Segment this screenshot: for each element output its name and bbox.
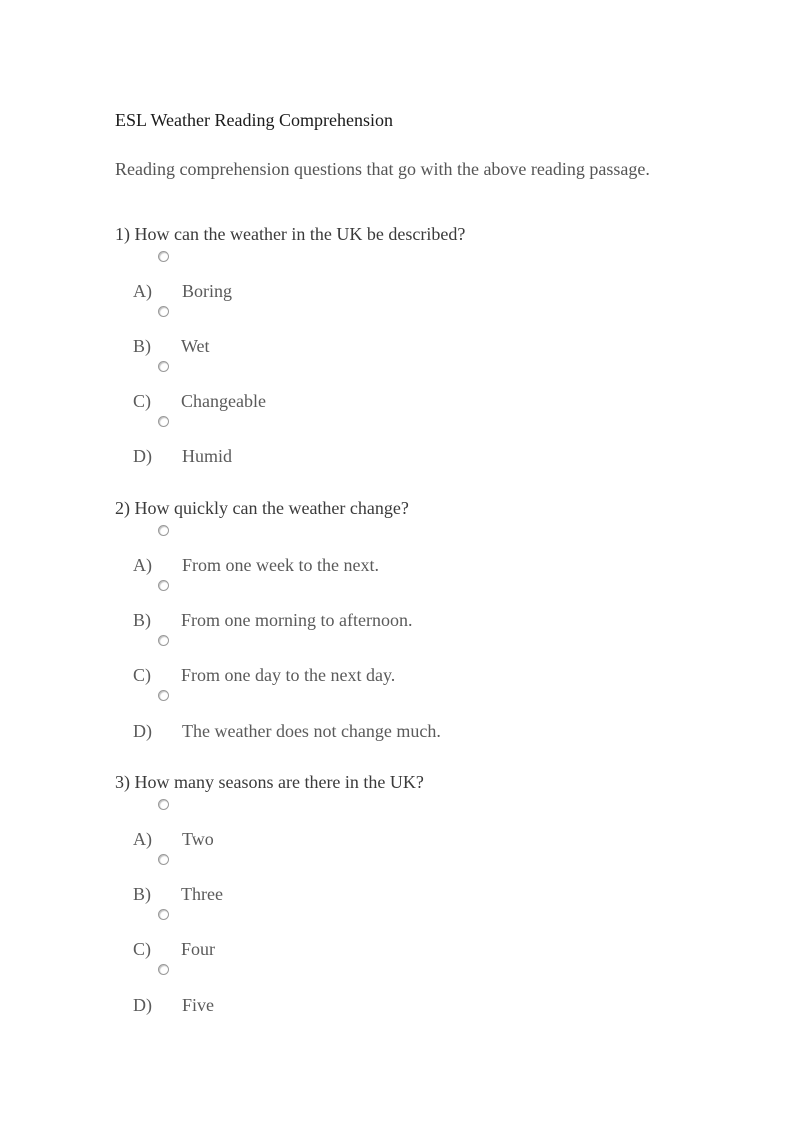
option-text-q2-d: The weather does not change much.	[182, 721, 441, 741]
option-text-q1-a: Boring	[182, 281, 233, 301]
option-text-q3-b: Three	[181, 884, 223, 904]
option-letter-q2-a: A)	[133, 555, 152, 575]
radio-q2-c[interactable]	[158, 635, 169, 646]
radio-q2-d[interactable]	[158, 690, 169, 701]
option-letter-q3-b: B)	[133, 884, 151, 904]
option-text-q1-d: Humid	[182, 446, 233, 466]
option-letter-q2-c: C)	[133, 665, 151, 685]
option-letter-q3-a: A)	[133, 829, 152, 849]
radio-q1-a[interactable]	[158, 251, 169, 262]
option-text-q3-c: Four	[181, 939, 216, 959]
option-text-q2-b: From one morning to afternoon.	[181, 610, 413, 630]
question-3: 3) How many seasons are there in the UK?	[115, 772, 424, 792]
option-text-q1-c: Changeable	[181, 391, 266, 411]
radio-q1-d[interactable]	[158, 416, 169, 427]
option-letter-q2-d: D)	[133, 721, 152, 741]
question-1: 1) How can the weather in the UK be described?	[115, 224, 466, 244]
option-text-q2-c: From one day to the next day.	[181, 665, 396, 685]
option-letter-q3-d: D)	[133, 995, 152, 1015]
option-text-q2-a: From one week to the next.	[182, 555, 379, 575]
option-letter-q1-d: D)	[133, 446, 152, 466]
radio-q3-a[interactable]	[158, 799, 169, 810]
option-text-q3-d: Five	[182, 995, 215, 1015]
radio-q1-b[interactable]	[158, 306, 169, 317]
radio-q1-c[interactable]	[158, 361, 169, 372]
option-text-q1-b: Wet	[181, 336, 210, 356]
page-subtitle: Reading comprehension questions that go with the above reading passage.	[115, 159, 650, 179]
radio-q2-a[interactable]	[158, 525, 169, 536]
radio-q2-b[interactable]	[158, 580, 169, 591]
radio-q3-b[interactable]	[158, 854, 169, 865]
option-letter-q1-b: B)	[133, 336, 151, 356]
radio-q3-d[interactable]	[158, 964, 169, 975]
radio-q3-c[interactable]	[158, 909, 169, 920]
option-letter-q3-c: C)	[133, 939, 151, 959]
option-letter-q1-c: C)	[133, 391, 151, 411]
option-letter-q2-b: B)	[133, 610, 151, 630]
question-2: 2) How quickly can the weather change?	[115, 498, 409, 518]
option-letter-q1-a: A)	[133, 281, 152, 301]
option-text-q3-a: Two	[182, 829, 214, 849]
page-title: ESL Weather Reading Comprehension	[115, 110, 393, 130]
